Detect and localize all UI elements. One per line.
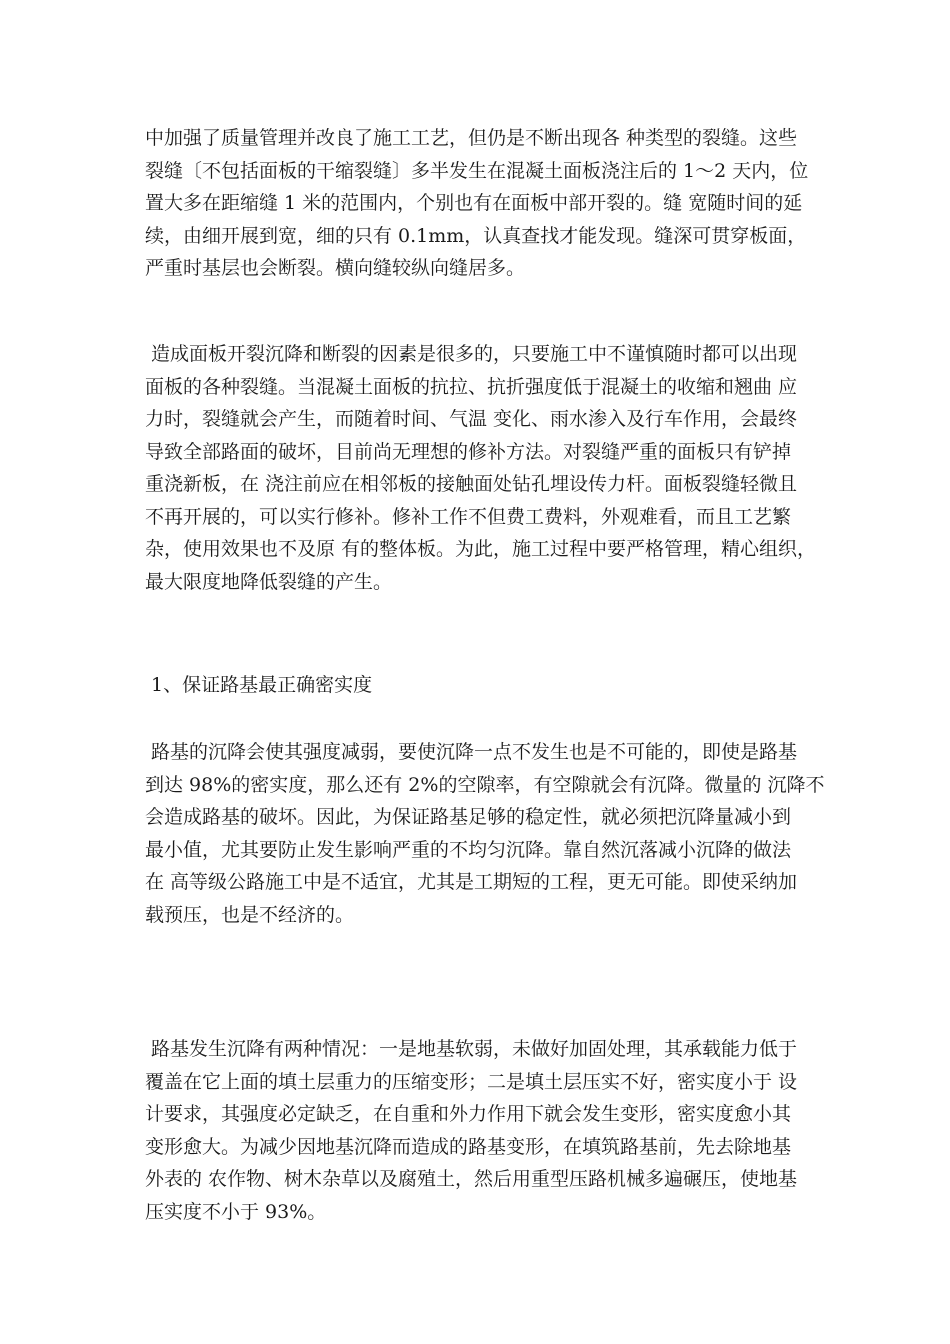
- text-line: 到达 98%的密实度，那么还有 2%的空隙率，有空隙就会有沉降。微量的 沉降不: [145, 773, 825, 796]
- section-heading: [145, 669, 825, 702]
- paragraph-crack-causes: [145, 338, 825, 598]
- text-line: 会造成路基的破坏。因此，为保证路基足够的稳定性，就必须把沉降量减小到: [145, 806, 792, 828]
- paragraph-subgrade-settlement: [145, 736, 825, 931]
- text-line: 续，由细开展到宽，细的只有 0.1mm，认真查找才能发现。缝深可贯穿板面，: [145, 224, 807, 247]
- text-line: 压实度不小于 93%。: [145, 1200, 327, 1223]
- text-line: 面板的各种裂缝。当混凝土面板的抗拉、抗折强度低于混凝土的收缩和翘曲 应: [145, 375, 798, 398]
- text-line: 中加强了质量管理并改良了施工工艺，但仍是不断出现各 种类型的裂缝。这些: [145, 127, 798, 149]
- text-line: 在 高等级公路施工中是不适宜，尤其是工期短的工程，更无可能。即使采纳加: [145, 871, 798, 893]
- text-line: 不再开展的，可以实行修补。修补工作不但费工费料，外观难看，而且工艺繁: [145, 505, 792, 528]
- text-line: 外表的 农作物、树木杂草以及腐殖土，然后用重型压路机械多遍碾压，使地基: [145, 1168, 798, 1190]
- text-line: 路基发生沉降有两种情况：一是地基软弱，未做好加固处理，其承载能力低于: [145, 1038, 798, 1060]
- text-line: 重浇新板，在 浇注前应在相邻板的接触面处钻孔埋设传力杆。面板裂缝轻微且: [145, 473, 798, 495]
- text-line: 造成面板开裂沉降和断裂的因素是很多的，只要施工中不谨慎随时都可以出现: [145, 343, 798, 365]
- paragraph-crack-description: [145, 122, 825, 285]
- text-line: 变形愈大。为减少因地基沉降而造成的路基变形，在填筑路基前，先去除地基: [145, 1135, 792, 1158]
- text-line: 力时，裂缝就会产生，而随着时间、气温 变化、雨水渗入及行车作用，会最终: [145, 408, 798, 430]
- text-line: 载预压，也是不经济的。: [145, 903, 355, 926]
- text-line: 计要求，其强度必定缺乏，在自重和外力作用下就会发生变形，密实度愈小其: [145, 1103, 792, 1125]
- text-line: 最大限度地降低裂缝的产生。: [145, 570, 393, 593]
- text-line: 严重时基层也会断裂。横向缝较纵向缝居多。: [145, 257, 526, 279]
- text-line: 路基的沉降会使其强度减弱，要使沉降一点不发生也是不可能的，即使是路基: [145, 741, 798, 763]
- text-line: 最小值，尤其要防止发生影响严重的不均匀沉降。靠自然沉落减小沉降的做法: [145, 838, 792, 861]
- text-line: 导致全部路面的破坏，目前尚无理想的修补方法。对裂缝严重的面板只有铲掉: [145, 440, 792, 463]
- text-line: 置大多在距缩缝 1 米的范围内，个别也有在面板中部开裂的。缝 宽随时间的延: [145, 192, 803, 214]
- paragraph-settlement-cases: [145, 1033, 825, 1228]
- text-line: 杂，使用效果也不及原 有的整体板。为此，施工过程中要严格管理，精心组织，: [145, 538, 817, 560]
- text-line: 覆盖在它上面的填土层重力的压缩变形；二是填土层压实不好，密实度小于 设: [145, 1070, 798, 1093]
- text-line: 裂缝〔不包括面板的干缩裂缝〕多半发生在混凝土面板浇注后的 1～2 天内，位: [145, 159, 809, 182]
- heading-text: 1、保证路基最正确密实度: [145, 674, 373, 696]
